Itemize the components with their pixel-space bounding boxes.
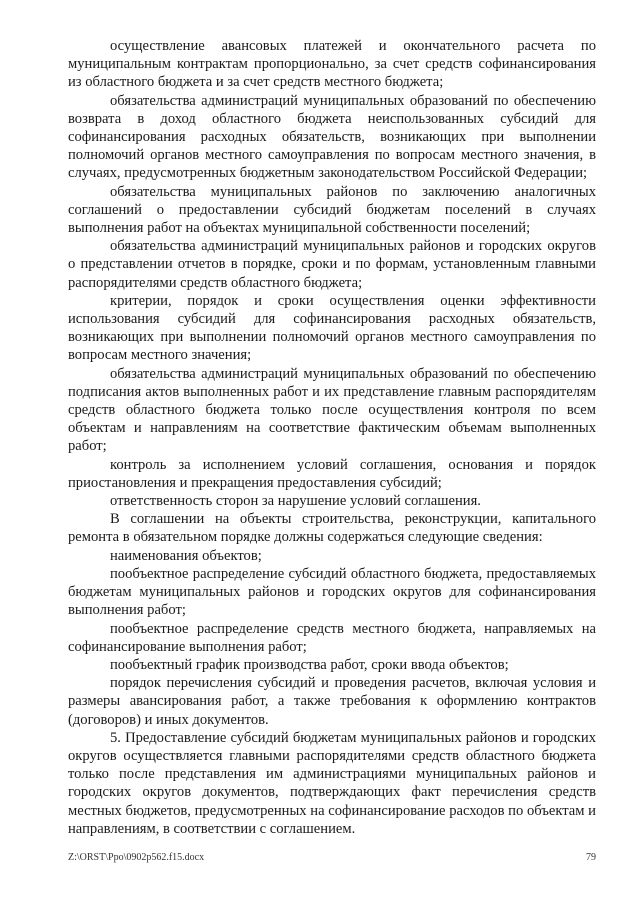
paragraph: обязательства администраций муниципальных образований по обеспечению возврата в доход областного бюджета неиспользованных субсидий для софинансирования расходных обязательств, возникающих при выполнении полномочий органов местного самоуправления по вопросам местного значения, в случаях, предусмотренных бюджетным законодательством Российской Федерации; <box>68 92 596 182</box>
paragraph: критерии, порядок и сроки осуществления оценки эффективности использования субсидий для софинансирования расходных обязательств, возникающих при выполнении полномочий органов местного самоуправления по вопросам местного значения; <box>68 292 596 364</box>
paragraph: обязательства администраций муниципальных районов и городских округов о представлении отчетов в порядке, сроки и по формам, установленным главными распорядителями средств областного бюджета; <box>68 238 596 291</box>
paragraph: контроль за исполнением условий соглашения, основания и порядок приостановления и прекращения предоставления субсидий; <box>68 456 596 491</box>
page-number: 79 <box>586 852 596 863</box>
paragraph: осуществление авансовых платежей и окончательного расчета по муниципальным контрактам пропорционально, за счет средств софинансирования из областного бюджета и за счет средств местного бюджета; <box>68 38 596 91</box>
document-body <box>68 37 596 838</box>
paragraph: обязательства муниципальных районов по заключению аналогичных соглашений о предоставлении субсидий бюджетам поселений в случаях выполнения работ на объектах муниципальной собственности поселений; <box>68 183 596 237</box>
paragraph: В соглашении на объекты строительства, реконструкции, капитального ремонта в обязательном порядке должны содержаться следующие сведения: <box>68 511 596 546</box>
paragraph: пообъектное распределение субсидий областного бюджета, предоставляемых бюджетам муниципальных районов и городских округов для софинансирования выполнения работ; <box>68 565 596 619</box>
paragraph: наименования объектов; <box>110 547 262 564</box>
paragraph: пообъектный график производства работ, сроки ввода объектов; <box>110 656 509 673</box>
paragraph: ответственность сторон за нарушение условий соглашения. <box>110 493 481 510</box>
footer-file-path: Z:\ORST\Ppo\0902p562.f15.docx <box>68 852 205 863</box>
paragraph: обязательства администраций муниципальных образований по обеспечению подписания актов выполненных работ и их представление главным распорядителям средств областного бюджета только после осуществления контроля по всем объектам и направлениям на соответствие фактическим объемам выполненных работ; <box>68 365 596 455</box>
paragraph: 5. Предоставление субсидий бюджетам муниципальных районов и городских округов осуществляется главными распорядителями средств областного бюджета только после представления им администрациями муниципальных районов и городских округов документов, подтверждающих факт перечисления средств местных бюджетов, предусмотренных на софинансирование расходов по объектам и направлениям, в соответствии с соглашением. <box>68 729 596 837</box>
paragraph: порядок перечисления субсидий и проведения расчетов, включая условия и размеры авансирования работ, а также требования к оформлению контрактов (договоров) и иных документов. <box>68 675 596 728</box>
paragraph: пообъектное распределение средств местного бюджета, направляемых на софинансирование выполнения работ; <box>68 620 596 655</box>
